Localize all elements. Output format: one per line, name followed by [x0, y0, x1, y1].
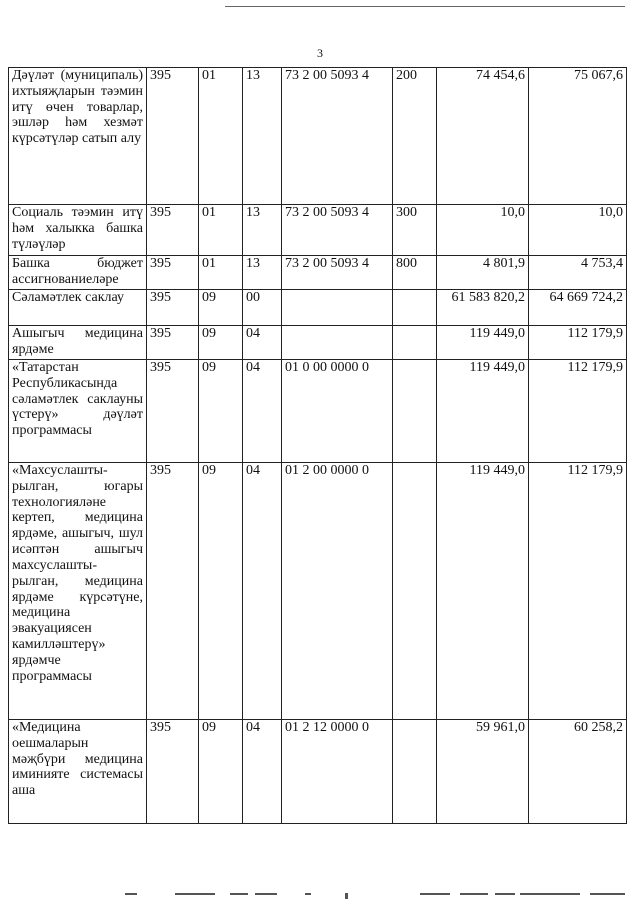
- top-border-line: [225, 6, 625, 7]
- table-row: [9, 326, 627, 360]
- amount-year-1: 10,0: [437, 205, 529, 256]
- table-row: [9, 360, 627, 463]
- target-article-code: 73 2 00 5093 4: [282, 205, 393, 256]
- target-article-code: [282, 326, 393, 360]
- amount-year-2: 112 179,9: [529, 360, 627, 463]
- target-article-code: 01 2 12 0000 0: [282, 720, 393, 824]
- row-name: Социаль тәэмин итү һәм халыкка башка түләүләр: [9, 205, 147, 256]
- amount-year-2: 112 179,9: [529, 326, 627, 360]
- row-name: «Татарстан Республикасында сәламәтлек саклауны үстерү» дәүләт программасы: [9, 360, 147, 463]
- amount-year-1: 119 449,0: [437, 463, 529, 720]
- ministry-code: 395: [147, 720, 199, 824]
- section-code: 09: [199, 720, 243, 824]
- subsection-code: 04: [243, 360, 282, 463]
- ministry-code: 395: [147, 68, 199, 205]
- amount-year-2: 4 753,4: [529, 256, 627, 290]
- amount-year-2: 64 669 724,2: [529, 290, 627, 326]
- table-row: [9, 463, 627, 720]
- expense-type-code: [393, 290, 437, 326]
- amount-year-1: 59 961,0: [437, 720, 529, 824]
- row-name: Ашыгыч медицина ярдәме: [9, 326, 147, 360]
- amount-year-2: 75 067,6: [529, 68, 627, 205]
- expense-type-code: 200: [393, 68, 437, 205]
- ministry-code: 395: [147, 256, 199, 290]
- subsection-code: 13: [243, 205, 282, 256]
- amount-year-2: 112 179,9: [529, 463, 627, 720]
- ministry-code: 395: [147, 360, 199, 463]
- section-code: 01: [199, 256, 243, 290]
- amount-year-2: 10,0: [529, 205, 627, 256]
- section-code: 09: [199, 326, 243, 360]
- amount-year-1: 74 454,6: [437, 68, 529, 205]
- amount-year-1: 4 801,9: [437, 256, 529, 290]
- section-code: 09: [199, 290, 243, 326]
- expense-type-code: [393, 326, 437, 360]
- table-row: [9, 205, 627, 256]
- amount-year-1: 119 449,0: [437, 326, 529, 360]
- table-row: [9, 720, 627, 824]
- expense-type-code: [393, 463, 437, 720]
- table-row: [9, 290, 627, 326]
- subsection-code: 13: [243, 256, 282, 290]
- target-article-code: 73 2 00 5093 4: [282, 68, 393, 205]
- row-name: «Махсуслашты-рылган, югары технологияләне кертеп, медицина ярдәме, ашыгыч, шул исәптән ашыгыч махсуслашты-рылган, медицина ярдәме күрсәтүне, медицина эвакуациясен камилләштерү» ярдәмче программасы: [9, 463, 147, 720]
- ministry-code: 395: [147, 290, 199, 326]
- amount-year-1: 61 583 820,2: [437, 290, 529, 326]
- page-number: 3: [317, 46, 323, 60]
- budget-table: [8, 67, 627, 824]
- amount-year-2: 60 258,2: [529, 720, 627, 824]
- row-name: Башка бюджет ассигнованиеләре: [9, 256, 147, 290]
- subsection-code: 04: [243, 326, 282, 360]
- ministry-code: 395: [147, 326, 199, 360]
- ministry-code: 395: [147, 205, 199, 256]
- amount-year-1: 119 449,0: [437, 360, 529, 463]
- target-article-code: 01 2 00 0000 0: [282, 463, 393, 720]
- expense-type-code: 300: [393, 205, 437, 256]
- ministry-code: 395: [147, 463, 199, 720]
- row-name: «Медицина оешмаларын мәҗбүри медицина иминияте системасы аша: [9, 720, 147, 824]
- expense-type-code: [393, 360, 437, 463]
- subsection-code: 00: [243, 290, 282, 326]
- row-name: Сәламәтлек саклау: [9, 290, 147, 326]
- table-row: [9, 256, 627, 290]
- expense-type-code: [393, 720, 437, 824]
- section-code: 01: [199, 205, 243, 256]
- section-code: 09: [199, 463, 243, 720]
- target-article-code: 01 0 00 0000 0: [282, 360, 393, 463]
- target-article-code: 73 2 00 5093 4: [282, 256, 393, 290]
- section-code: 01: [199, 68, 243, 205]
- target-article-code: [282, 290, 393, 326]
- expense-type-code: 800: [393, 256, 437, 290]
- section-code: 09: [199, 360, 243, 463]
- subsection-code: 04: [243, 720, 282, 824]
- subsection-code: 04: [243, 463, 282, 720]
- subsection-code: 13: [243, 68, 282, 205]
- scan-noise: [100, 893, 620, 899]
- row-name: Дәүләт (муниципаль) ихтыяҗларын тәэмин итү өчен товарлар, эшләр һәм хезмәт күрсәтүләр сатып алу: [9, 68, 147, 205]
- table-row: [9, 68, 627, 205]
